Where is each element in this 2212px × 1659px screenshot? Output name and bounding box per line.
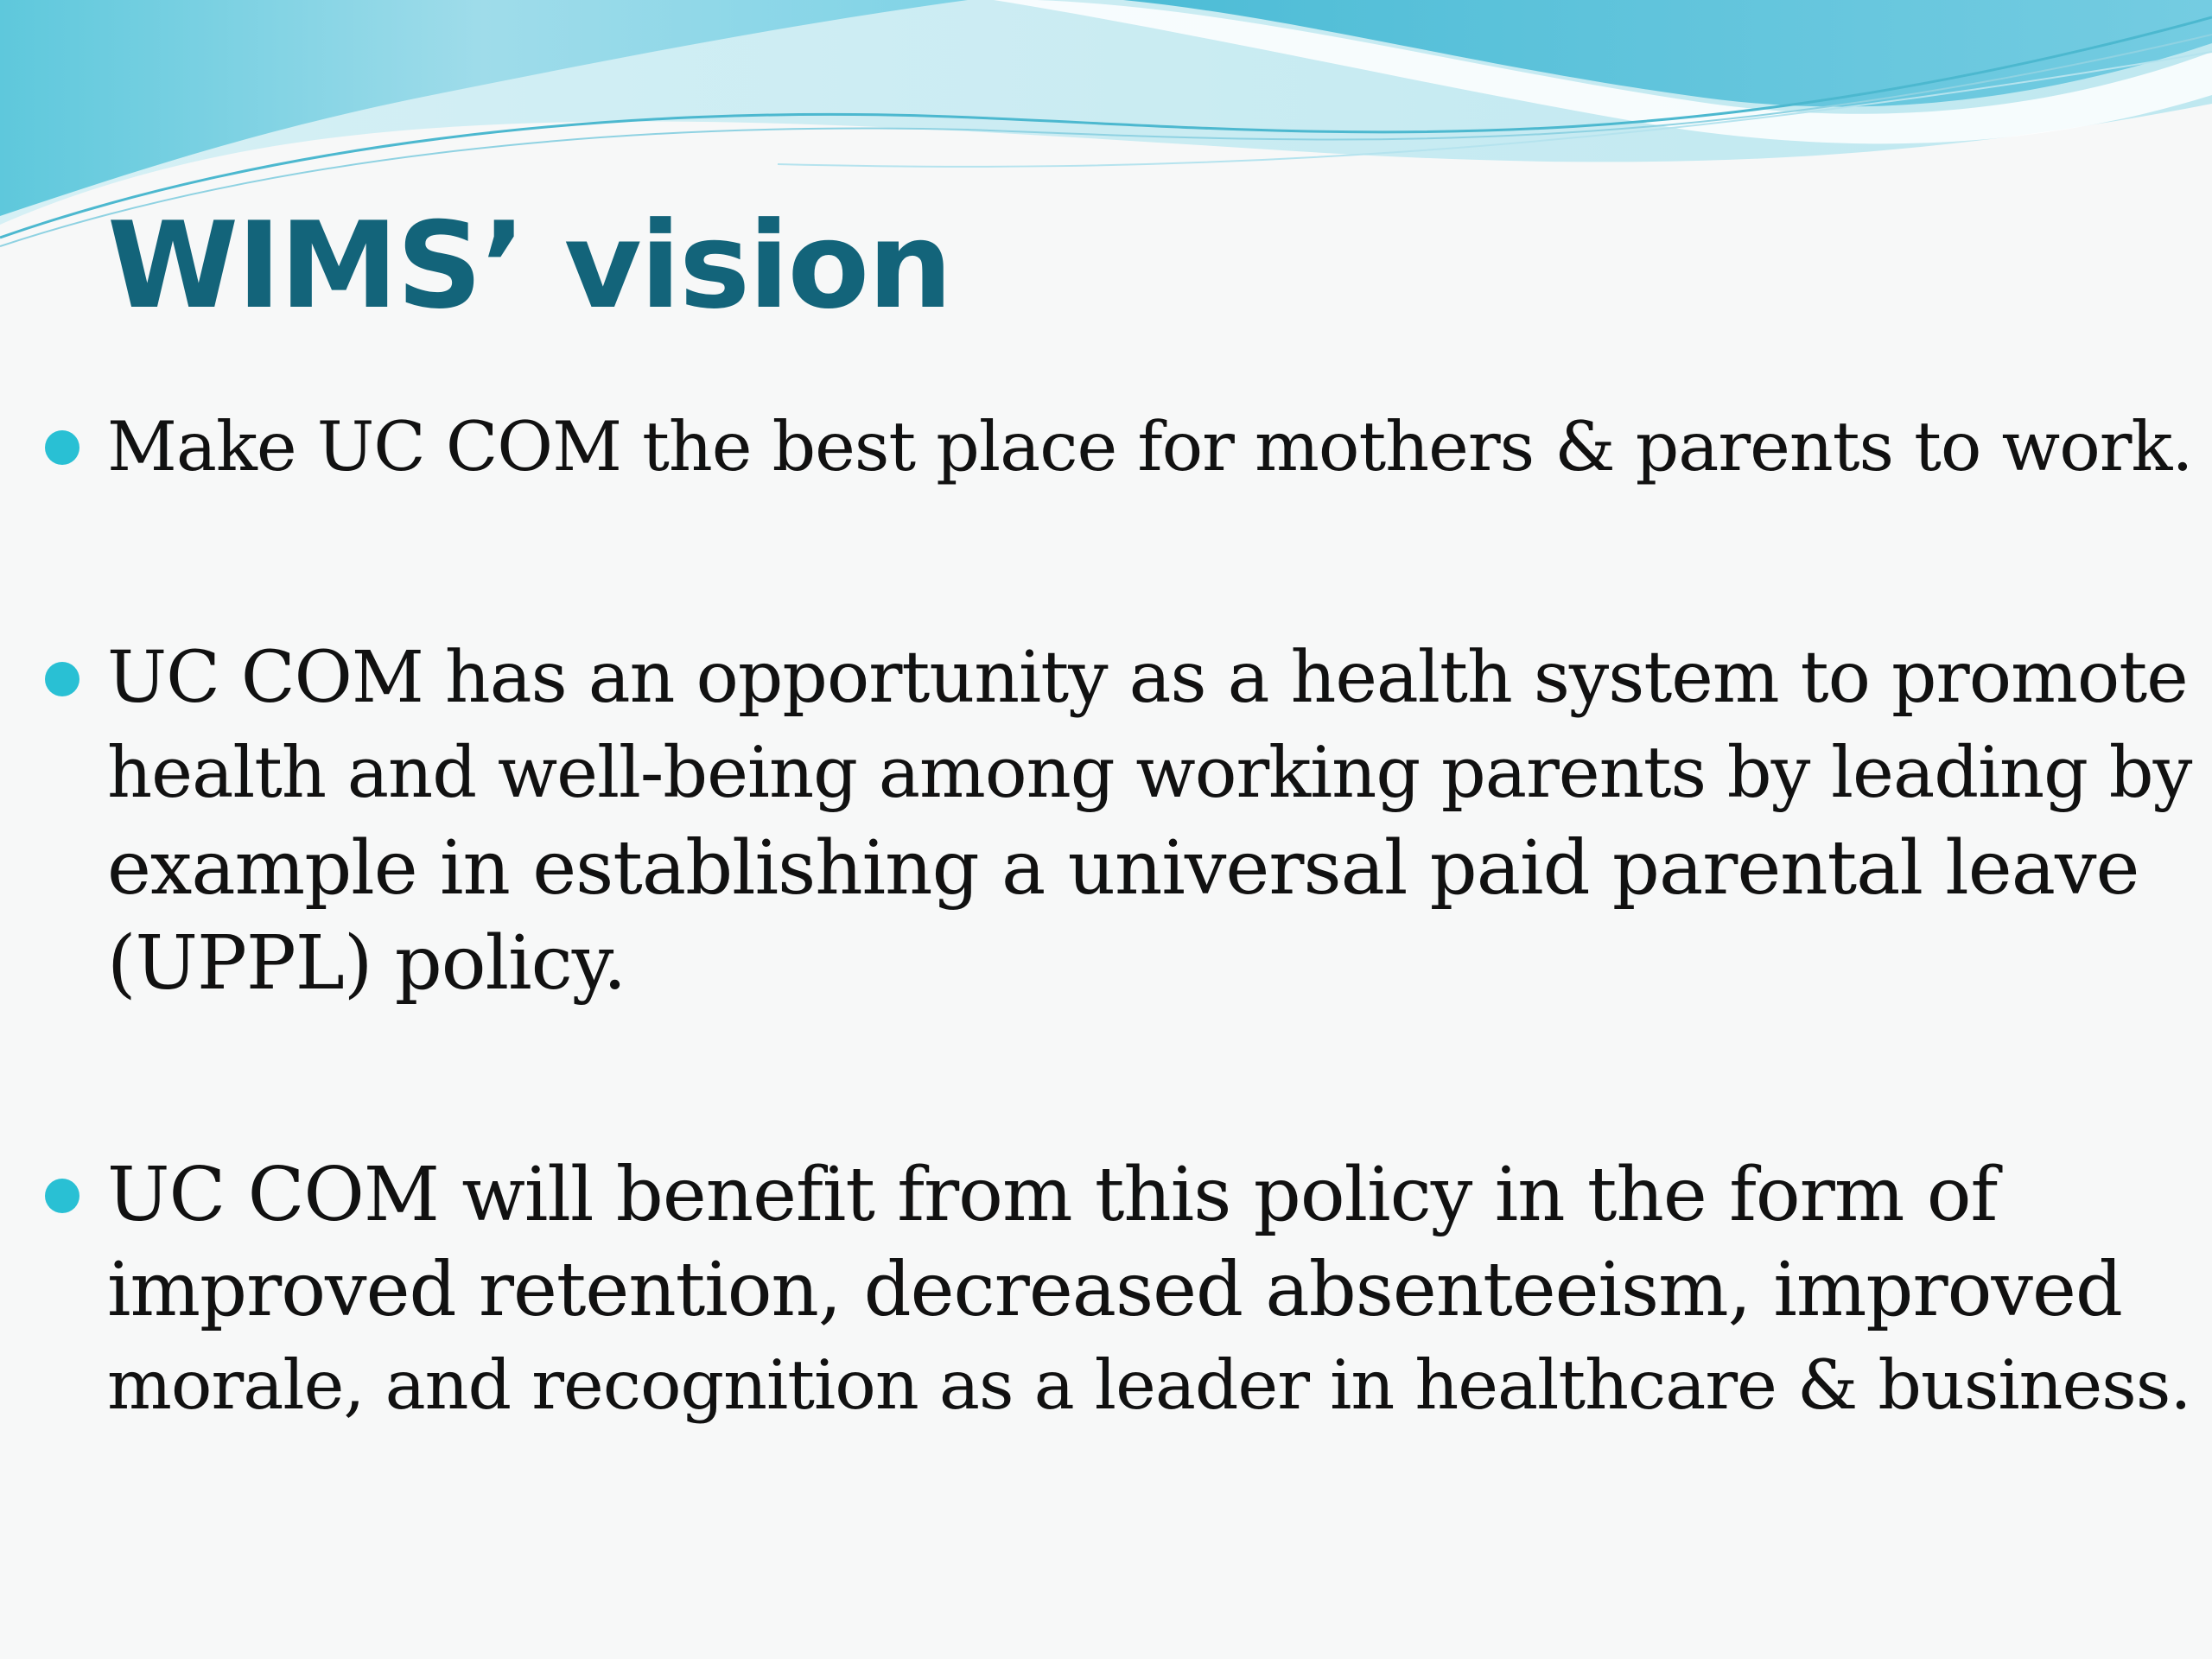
bullet-line: UC COM has an opportunity as a health system to promote	[107, 637, 2188, 719]
bullet-dot-icon	[45, 1179, 79, 1213]
bullet-line: UC COM will benefit from this policy in the form of	[107, 1152, 1998, 1238]
bullet-line: improved retention, decreased absenteeism, improved	[107, 1247, 2122, 1333]
bullet-line: Make UC COM the best place for mothers & parents to work.	[107, 407, 2193, 486]
bullet-item	[107, 399, 2198, 494]
slide-title: WIMS’ vision	[107, 196, 951, 335]
bullet-item	[107, 1147, 2198, 1433]
bullet-dot-icon	[45, 430, 79, 465]
bullet-line: example in establishing a universal paid parental leave	[107, 825, 2139, 912]
bullet-item	[107, 631, 2198, 1011]
bullet-line: morale, and recognition as a leader in healthcare & business.	[107, 1345, 2191, 1425]
bullet-line: health and well-being among working parents by leading by	[107, 733, 2192, 814]
bullet-dot-icon	[45, 662, 79, 696]
bullet-line: (UPPL) policy.	[107, 920, 626, 1007]
